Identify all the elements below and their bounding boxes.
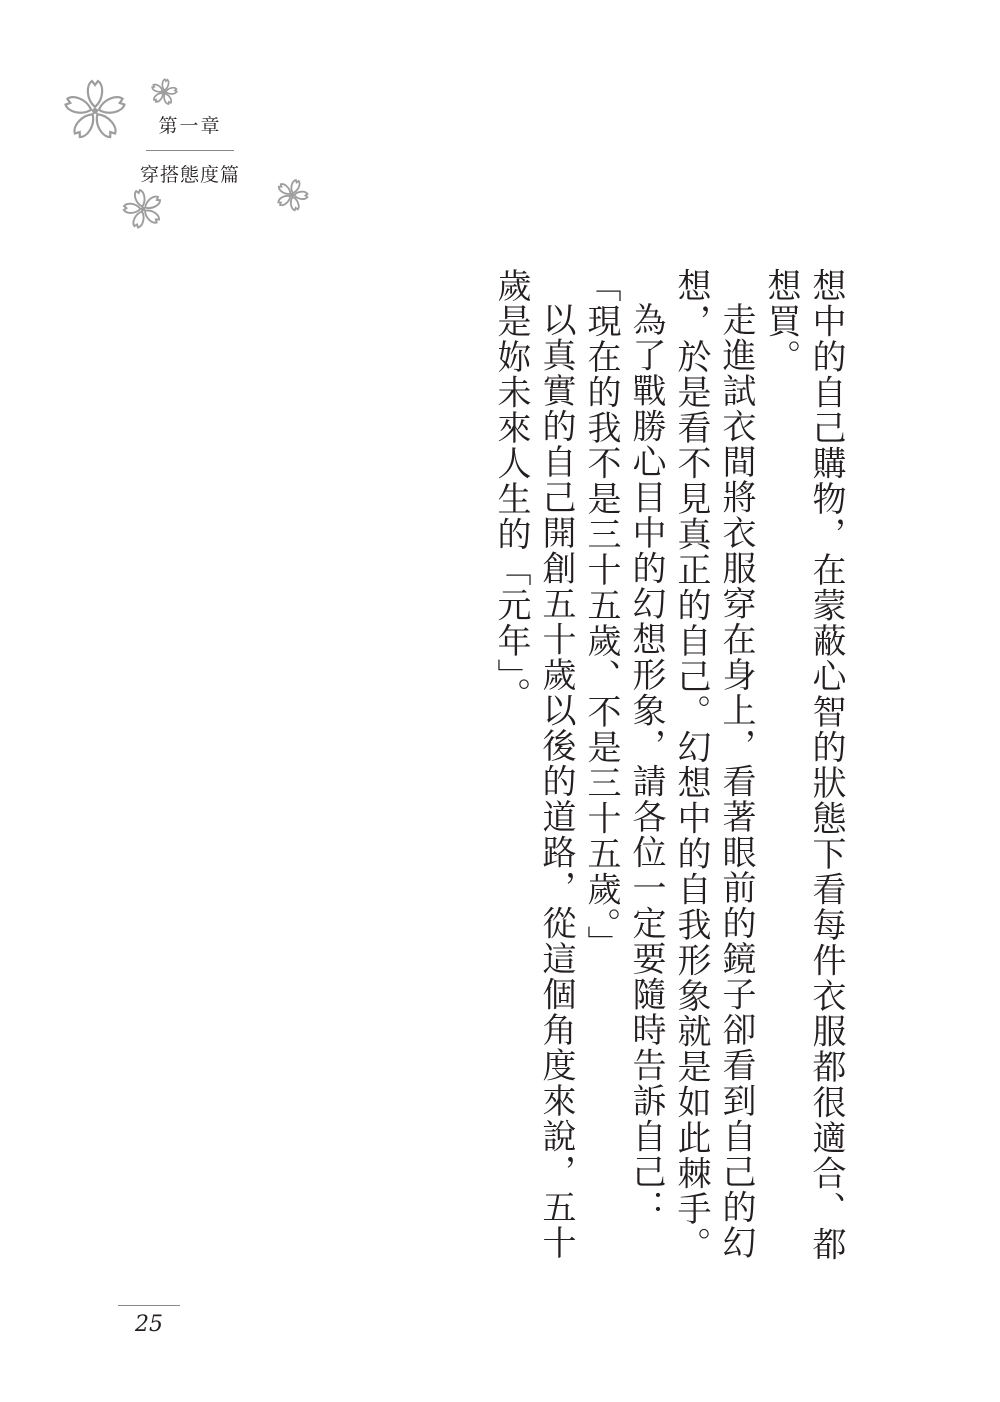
cherry-blossom-icon — [275, 178, 309, 212]
paragraph: 想中的自己購物，在蒙蔽心智的狀態下看每件衣服都很適合、都想買。 — [761, 268, 846, 1262]
body-text — [488, 268, 848, 1268]
chapter-title: 穿搭態度篇 — [140, 164, 241, 186]
cherry-blossom-icon — [122, 188, 164, 230]
page-number: 25 — [135, 1312, 163, 1337]
chapter-heading — [140, 112, 240, 189]
chapter-divider — [146, 150, 234, 151]
cherry-blossom-icon — [62, 78, 128, 144]
cherry-blossom-icon — [150, 78, 178, 106]
paragraph: 以真實的自己開創五十歲以後的道路，從這個角度來說，五十歲是妳未來人生的「元年」。 — [491, 268, 576, 1261]
footer-divider — [118, 1305, 180, 1306]
chapter-number: 第一章 — [158, 115, 222, 137]
paragraph: 走進試衣間將衣服穿在身上，看著眼前的鏡子卻看到自己的幻想，於是看不見真正的自己。幻想中的自我形象就是如此棘手。 — [671, 268, 756, 1262]
paragraph: 為了戰勝心目中的幻想形象，請各位一定要隨時告訴自己：「現在的我不是三十五歲、不是三十五歲。」 — [581, 268, 666, 1225]
